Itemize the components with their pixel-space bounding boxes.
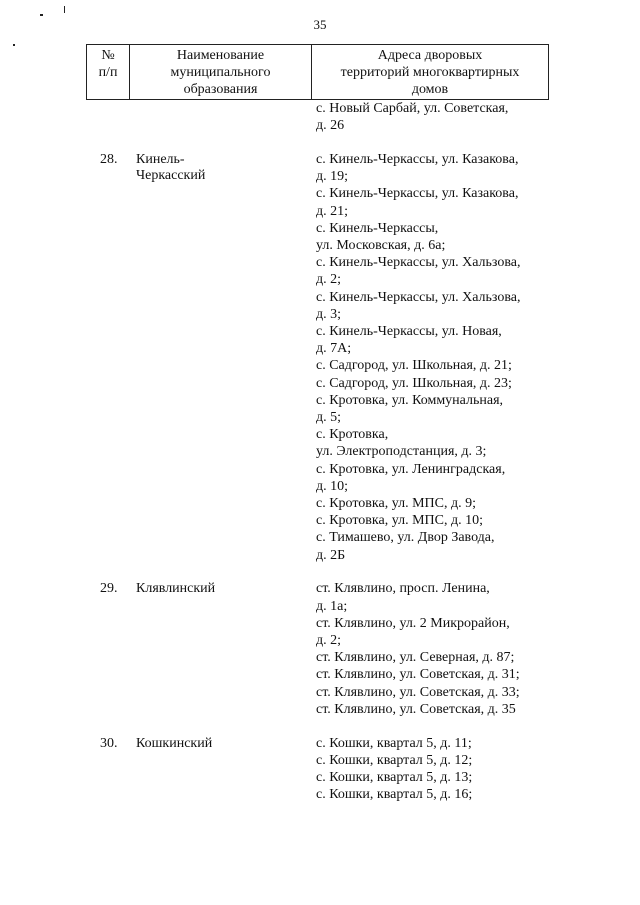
- address-line: с. Садгород, ул. Школьная, д. 23;: [316, 375, 512, 391]
- header-text-line: домов: [411, 82, 449, 97]
- address-line: д. 7А;: [316, 341, 352, 357]
- address-line: с. Садгород, ул. Школьная, д. 21;: [316, 358, 512, 374]
- header-text-line: п/п: [98, 65, 118, 80]
- address-line: д. 5;: [316, 410, 342, 425]
- address-line: с. Кротовка, ул. МПС, д. 10;: [316, 513, 483, 529]
- address-line: с. Кротовка, ул. МПС, д. 9;: [316, 496, 476, 511]
- address-line: с. Кротовка,: [316, 427, 389, 443]
- address-line: с. Кинель-Черкассы, ул. Казакова,: [316, 186, 519, 202]
- header-text-line: Наименование: [176, 48, 265, 63]
- address-line: д. 10;: [316, 478, 349, 494]
- address-line: д. 26: [316, 118, 345, 134]
- address-line: с. Кинель-Черкассы, ул. Новая,: [316, 324, 502, 339]
- row-number: 29.: [100, 581, 118, 597]
- header-text-line: №: [101, 48, 115, 63]
- address-line: с. Кротовка, ул. Ленинградская,: [316, 461, 506, 477]
- address-line: ст. Клявлино, ул. Северная, д. 87;: [316, 650, 515, 666]
- address-line: ул. Московская, д. 6а;: [316, 238, 446, 253]
- row-number: 28.: [100, 152, 118, 167]
- header-text-line: территорий многоквартирных: [340, 65, 520, 80]
- header-number-column: [87, 45, 130, 99]
- address-line: ст. Клявлино, ул. Советская, д. 35: [316, 701, 516, 717]
- header-text-line: муниципального: [170, 65, 271, 80]
- address-line: ст. Клявлино, ул. 2 Микрорайон,: [316, 615, 510, 631]
- address-line: с. Кошки, квартал 5, д. 16;: [316, 787, 473, 803]
- header-text-line: образования: [183, 82, 258, 97]
- address-line: д. 2Б: [316, 547, 346, 563]
- scan-artifact-mark: [64, 6, 65, 13]
- address-line: д. 21;: [316, 203, 349, 219]
- page-number: 35: [313, 17, 327, 32]
- scan-artifact-mark: [40, 14, 43, 16]
- address-line: ст. Клявлино, ул. Советская, д. 31;: [316, 667, 520, 683]
- address-line: д. 2;: [316, 633, 342, 648]
- address-line: с. Кинель-Черкассы, ул. Хальзова,: [316, 289, 521, 305]
- address-line: с. Кинель-Черкассы,: [316, 220, 439, 236]
- address-line: ул. Электроподстанция, д. 3;: [316, 444, 487, 460]
- municipality-name: Кошкинский: [136, 735, 213, 751]
- address-line: с. Кошки, квартал 5, д. 12;: [316, 752, 473, 768]
- address-line: с. Кинель-Черкассы, ул. Хальзова,: [316, 255, 521, 271]
- scan-artifact-mark: [13, 44, 15, 46]
- header-address-column: [312, 45, 548, 99]
- address-line: с. Кошки, квартал 5, д. 11;: [316, 735, 472, 751]
- municipality-name: Кинель-Черкасский: [136, 152, 206, 183]
- address-line: с. Кинель-Черкассы, ул. Казакова,: [316, 152, 519, 167]
- municipality-name: Клявлинский: [136, 581, 216, 597]
- address-line: с. Новый Сарбай, ул. Советская,: [316, 101, 509, 116]
- address-line: с. Кротовка, ул. Коммунальная,: [316, 392, 504, 408]
- header-text-line: Адреса дворовых: [377, 48, 483, 63]
- row-number: 30.: [100, 735, 118, 751]
- table-header: [86, 44, 549, 100]
- address-line: с. Тимашево, ул. Двор Завода,: [316, 530, 495, 546]
- address-line: д. 3;: [316, 306, 342, 322]
- address-line: д. 19;: [316, 169, 349, 185]
- address-line: д. 2;: [316, 272, 342, 288]
- address-line: ст. Клявлино, просп. Ленина,: [316, 581, 490, 597]
- address-line: д. 1а;: [316, 598, 348, 614]
- header-municipality-column: [130, 45, 312, 99]
- address-line: с. Кошки, квартал 5, д. 13;: [316, 770, 473, 785]
- address-line: ст. Клявлино, ул. Советская, д. 33;: [316, 684, 520, 700]
